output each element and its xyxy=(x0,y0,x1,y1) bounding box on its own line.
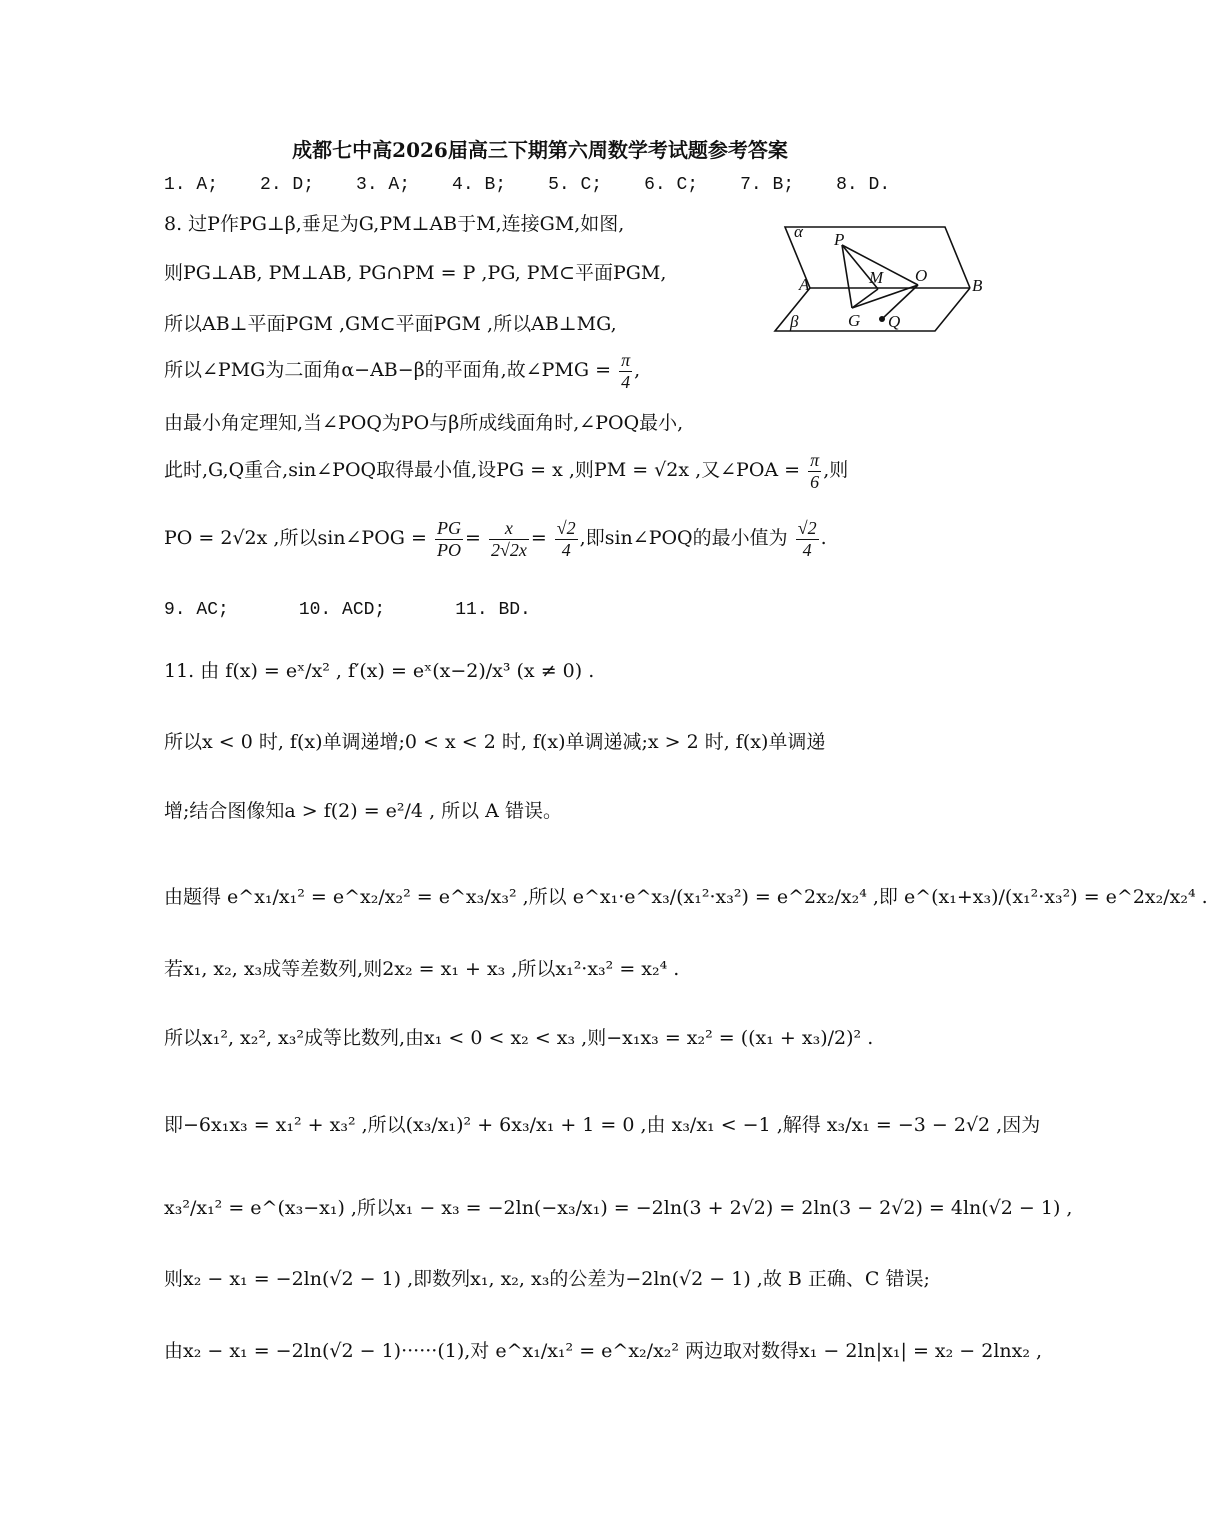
answer-1: 1. A; xyxy=(164,175,219,195)
answer-6: 6. C; xyxy=(644,175,699,195)
answer-10: 10. ACD; xyxy=(298,600,386,620)
q8-line-5: 由最小角定理知,当∠POQ为PO与β所成线面角时,∠POQ最小, xyxy=(164,412,684,434)
q8-line-7-text: PO = 2√2x ,所以sin∠POG = xyxy=(164,527,427,550)
answer-7: 7. B; xyxy=(740,175,795,195)
point-q-dot xyxy=(879,316,885,322)
q8-line-7 xyxy=(164,518,827,560)
equals-sign: = xyxy=(464,527,481,550)
q8-line-4-text: 所以∠PMG为二面角α−AB−β的平面角,故∠PMG = xyxy=(164,359,612,382)
answer-11: 11. BD. xyxy=(455,600,531,620)
fraction-x-2root2x xyxy=(489,518,529,560)
label-beta: β xyxy=(790,312,799,331)
q8-line-2: 则PG⊥AB, PM⊥AB, PG∩PM = P ,PG, PM⊂平面PGM, xyxy=(164,262,667,284)
label-b: B xyxy=(972,276,983,295)
fraction-numerator: √2 xyxy=(556,518,576,538)
q11-line-10: 由x₂ − x₁ = −2ln(√2 − 1)······(1),对 e^x₁/x₁² = e^x₂/x₂² 两边取对数得x₁ − 2ln|x₁| = x₂ − 2lnx₂ , xyxy=(164,1340,1043,1362)
label-alpha: α xyxy=(794,222,803,241)
q11-line-4: 由题得 e^x₁/x₁² = e^x₂/x₂² = e^x₃/x₃² ,所以 e^x₁·e^x₃/(x₁²·x₃²) = e^2x₂/x₂⁴ ,即 e^(x₁+x₃)/(x₁²·x₃²) = e^2x₂/x₂⁴ . xyxy=(164,886,1208,908)
fraction-denominator: PO xyxy=(436,539,461,560)
q11-line-8: x₃²/x₁² = e^(x₃−x₁) ,所以x₁ − x₃ = −2ln(−x₃/x₁) = −2ln(3 + 2√2) = 2ln(3 − 2√2) = 4ln(√2 − 1) , xyxy=(164,1197,1073,1219)
equals-sign: = xyxy=(530,527,547,550)
answer-9: 9. AC; xyxy=(164,600,229,620)
q8-line-6-end: ,则 xyxy=(823,459,849,482)
fraction-root2-4-min xyxy=(796,518,819,560)
answer-2: 2. D; xyxy=(260,175,315,195)
fraction-denominator: 4 xyxy=(621,371,631,392)
fraction-denominator: 2√2x xyxy=(490,539,527,560)
q8-line-6 xyxy=(164,450,848,492)
answers-row-1 xyxy=(164,172,890,197)
q8-line-7-end: . xyxy=(820,527,827,550)
fraction-numerator: π xyxy=(621,350,631,370)
q8-line-6-text: 此时,G,Q重合,sin∠POQ取得最小值,设PG = x ,则PM = √2x ,又∠POA = xyxy=(164,459,801,482)
q8-line-3: 所以AB⊥平面PGM ,GM⊂平面PGM ,所以AB⊥MG, xyxy=(164,313,617,335)
q8-line-4-end: , xyxy=(634,359,641,382)
label-p: P xyxy=(834,230,845,249)
page-title: 成都七中高2026届高三下期第六周数学考试题参考答案 xyxy=(292,138,788,162)
q11-line-9: 则x₂ − x₁ = −2ln(√2 − 1) ,即数列x₁, x₂, x₃的公差为−2ln(√2 − 1) ,故 B 正确、C 错误; xyxy=(164,1268,930,1290)
label-a: A xyxy=(799,275,810,294)
label-o: O xyxy=(915,266,928,285)
answers-row-2 xyxy=(164,597,531,622)
answer-8: 8. D. xyxy=(836,175,891,195)
fraction-root2-4 xyxy=(555,518,578,560)
q11-line-2: 所以x < 0 时, f(x)单调递增;0 < x < 2 时, f(x)单调递减;x > 2 时, f(x)单调递 xyxy=(164,731,826,753)
label-g: G xyxy=(848,311,861,330)
fraction-numerator: x xyxy=(489,518,529,540)
dihedral-angle-figure xyxy=(770,215,990,340)
q11-line-3: 增;结合图像知a > f(2) = e²/4 , 所以 A 错误。 xyxy=(164,800,562,822)
fraction-numerator: PG xyxy=(436,518,461,538)
fraction-pg-po xyxy=(435,518,463,560)
fraction-denominator: 4 xyxy=(561,539,571,560)
pi-over-4-fraction xyxy=(619,350,632,392)
fraction-numerator: √2 xyxy=(797,518,817,538)
segment-gm xyxy=(852,289,878,308)
q8-line-7-mid: ,即sin∠POQ的最小值为 xyxy=(579,527,788,550)
q8-line-4 xyxy=(164,350,640,392)
fraction-numerator: π xyxy=(810,450,820,470)
q11-line-1: 11. 由 f(x) = eˣ/x² , f′(x) = eˣ(x−2)/x³ (x ≠ 0) . xyxy=(164,660,595,682)
label-m: M xyxy=(869,268,884,287)
plane-beta-outline xyxy=(775,288,970,331)
q11-line-7: 即−6x₁x₃ = x₁² + x₃² ,所以(x₃/x₁)² + 6x₃/x₁ + 1 = 0 ,由 x₃/x₁ < −1 ,解得 x₃/x₁ = −3 − 2√2 ,因为 xyxy=(164,1114,1041,1136)
answer-3: 3. A; xyxy=(356,175,411,195)
q11-line-6: 所以x₁², x₂², x₃²成等比数列,由x₁ < 0 < x₂ < x₃ ,则−x₁x₃ = x₂² = ((x₁ + x₃)/2)² . xyxy=(164,1027,874,1049)
label-q: Q xyxy=(888,312,901,331)
fraction-denominator: 6 xyxy=(810,471,820,492)
answer-4: 4. B; xyxy=(452,175,507,195)
answer-5: 5. C; xyxy=(548,175,603,195)
fraction-denominator: 4 xyxy=(802,539,812,560)
q11-line-5: 若x₁, x₂, x₃成等差数列,则2x₂ = x₁ + x₃ ,所以x₁²·x₃² = x₂⁴ . xyxy=(164,958,680,980)
q8-line-1: 8. 过P作PG⊥β,垂足为G,PM⊥AB于M,连接GM,如图, xyxy=(164,213,625,235)
pi-over-6-fraction xyxy=(808,450,821,492)
